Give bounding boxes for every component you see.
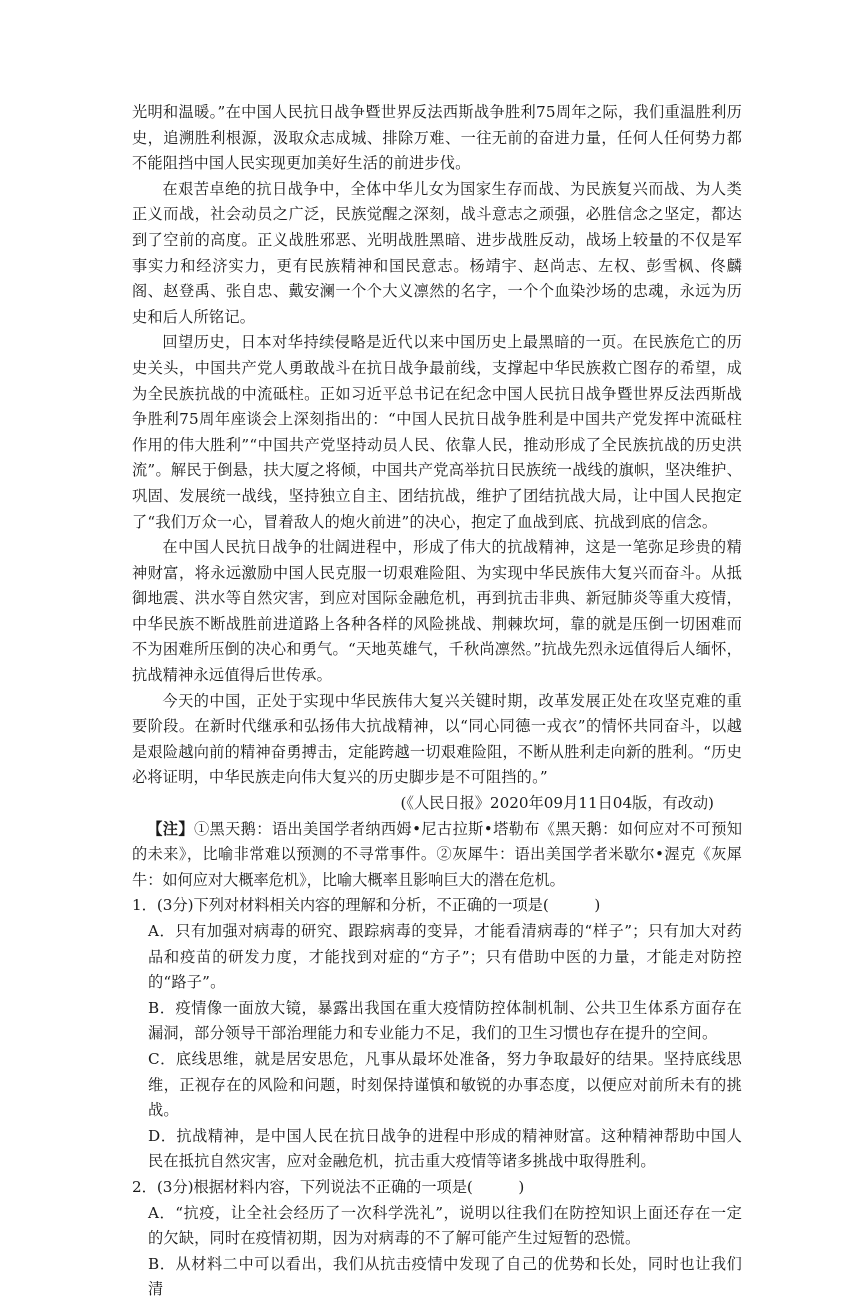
question-1 [132,893,742,1175]
paragraph-3: 回望历史，日本对华持续侵略是近代以来中国历史上最黑暗的一页。在民族危亡的历史关头，中国共产党人勇敢战斗在抗日战争最前线，支撑起中华民族救亡图存的希望，成为全民族抗战的中流砥柱。正如习近平总书记在纪念中国人民抗日战争暨世界反法西斯战争胜利75周年座谈会上深刻指出的：“中国人民抗日战争胜利是中国共产党发挥中流砥柱作用的伟大胜利”“中国共产党坚持动员人民、依靠人民，推动形成了全民族抗战的历史洪流”。解民于倒悬，扶大厦之将倾，中国共产党高举抗日民族统一战线的旗帜，坚决维护、巩固、发展统一战线，坚持独立自主、团结抗战，维护了团结抗战大局，让中国人民抱定了“我们万众一心，冒着敌人的炮火前进”的决心，抱定了血战到底、抗战到底的信念。 [132,333,742,531]
option-a: A．“抗疫，让全社会经历了一次科学洗礼”，说明以往我们在防控知识上面还存在一定的欠缺，同时在疫情初期，因为对病毒的不了解可能产生过短暂的恐慌。 [148,1203,742,1248]
option-c: C．底线思维，就是居安思危，凡事从最坏处准备，努力争取最好的结果。坚持底线思维，正视存在的风险和问题，时刻保持谨慎和敏锐的办事态度，以便应对前所未有的挑战。 [148,1049,742,1120]
paragraph-4: 在中国人民抗日战争的壮阔进程中，形成了伟大的抗战精神，这是一笔弥足珍贵的精神财富，将永远激励中国人民克服一切艰难险阻、为实现中华民族伟大复兴而奋斗。从抵御地震、洪水等自然灾害，到应对国际金融危机，再到抗击非典、新冠肺炎等重大疫情，中华民族不断战胜前进道路上各种各样的风险挑战、荆棘坎坷，靠的就是压倒一切困难而不为困难所压倒的决心和勇气。“天地英雄气，千秋尚凛然。”抗战先烈永远值得后人缅怀，抗战精神永远值得后世传承。 [132,538,742,685]
note-tag: 【注】 [147,819,194,838]
paragraph-5: 今天的中国，正处于实现中华民族伟大复兴关键时期，改革发展正处在攻坚克难的重要阶段。在新时代继承和弘扬伟大抗战精神，以“同心同德一戎衣”的情怀共同奋斗，以越是艰险越向前的精神奋勇搏击，定能跨越一切艰难险阻，不断从胜利走向新的胜利。“历史必将证明，中华民族走向伟大复兴的历史脚步是不可阻挡的。” [132,691,742,787]
question-stem: 2．(3分)根据材料内容，下列说法不正确的一项是( ) [132,1177,525,1196]
option-a: A．只有加强对病毒的研究、跟踪病毒的变异，才能看清病毒的“样子”；只有加大对药品和疫苗的研发力度，才能找到对症的“方子”；只有借助中医的力量，才能走对防控的“路子”。 [148,922,742,992]
option-b: B．从材料二中可以看出，我们从抗击疫情中发现了自己的优势和长处，同时也让我们清 [148,1254,742,1299]
option-d: D．抗战精神，是中国人民在抗日战争的进程中形成的精神财富。这种精神帮助中国人民在抵抗自然灾害，应对金融危机，抗击重大疫情等诸多挑战中取得胜利。 [148,1126,742,1171]
question-stem: 1．(3分)下列对材料相关内容的理解和分析，不正确的一项是( ) [132,896,601,915]
source-citation: (《人民日报》2020年09月11日04版，有改动) [400,794,714,813]
question-2 [132,1175,742,1303]
note-text: ①黑天鹅：语出美国学者纳西姆•尼古拉斯•塔勒布《黑天鹅：如何应对不可预知的未来》，比喻非常难以预测的不寻常事件。②灰犀牛：语出美国学者米歇尔•渥克《灰犀牛：如何应对大概率危机》，比喻大概率且影响巨大的潜在危机。 [132,819,743,889]
paragraph-1: 光明和温暖。”在中国人民抗日战争暨世界反法西斯战争胜利75周年之际，我们重温胜利历史，追溯胜利根源，汲取众志成城、排除万难、一往无前的奋进力量，任何人任何势力都不能阻挡中国人民实现更加美好生活的前进步伐。 [132,103,742,173]
annotation-note [132,817,742,894]
option-b: B．疫情像一面放大镜，暴露出我国在重大疫情防控体制机制、公共卫生体系方面存在漏洞，部分领导干部治理能力和专业能力不足，我们的卫生习惯也存在提升的空间。 [148,998,742,1043]
paragraph-2: 在艰苦卓绝的抗日战争中，全体中华儿女为国家生存而战、为民族复兴而战、为人类正义而战，社会动员之广泛，民族觉醒之深刻，战斗意志之顽强，必胜信念之坚定，都达到了空前的高度。正义战胜邪恶、光明战胜黑暗、进步战胜反动，战场上较量的不仅是军事实力和经济实力，更有民族精神和国民意志。杨靖宇、赵尚志、左权、彭雪枫、佟麟阁、赵登禹、张自忠、戴安澜一个个大义凛然的名字，一个个血染沙场的忠魂，永远为历史和后人所铭记。 [132,179,742,326]
